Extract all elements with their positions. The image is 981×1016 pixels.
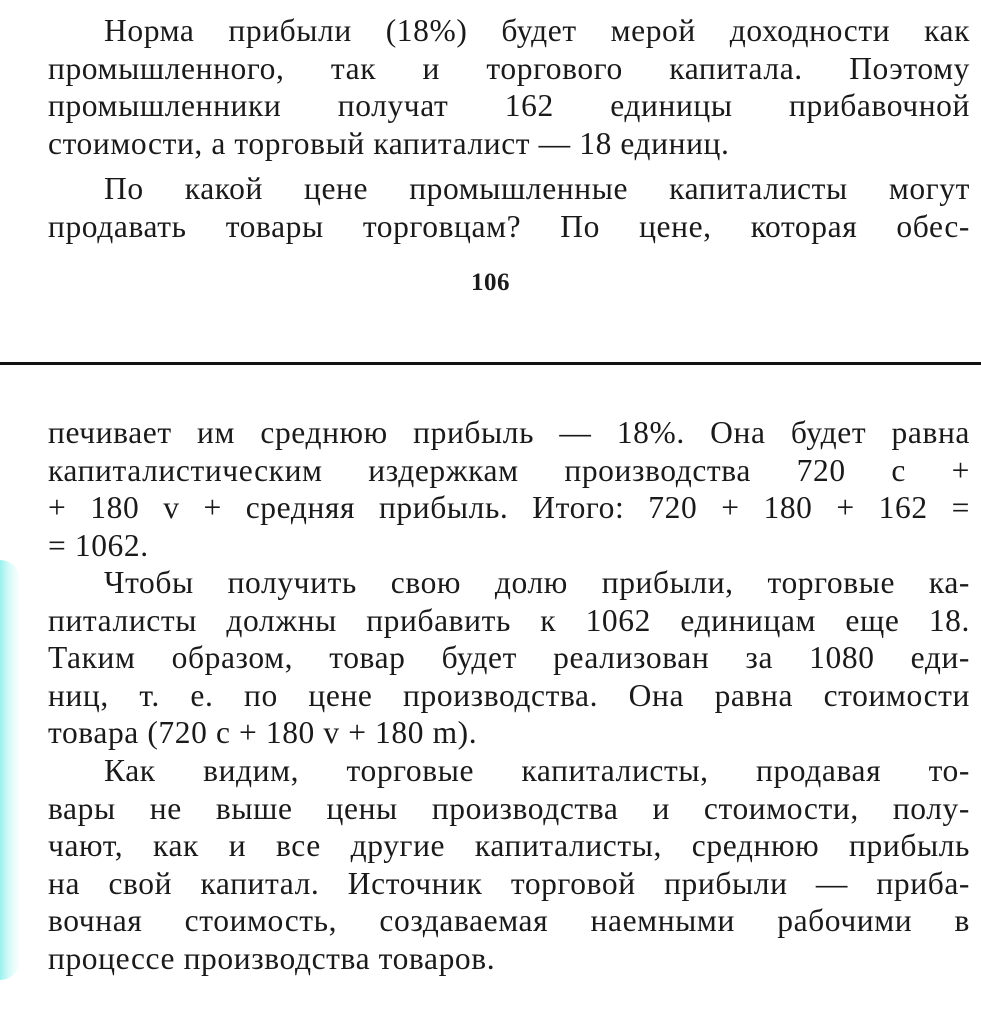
screen-edge-glow (0, 560, 20, 980)
bottom-paragraph-2 (48, 564, 970, 752)
text-line: вары не выше цены производства и стоимости, полу- (48, 790, 970, 826)
text-line: Норма прибыли (18%) будет мерой доходности как (104, 13, 970, 48)
text-line: вочная стоимость, создаваемая наемными рабочими в (48, 903, 970, 939)
text-line: Таким образом, товар будет реализован за 1080 еди- (48, 640, 970, 676)
top-paragraph-1 (48, 12, 970, 162)
text-line: промышленники получат 162 единицы прибавочной (48, 88, 970, 124)
text-line: По какой цене промышленные капиталисты могут (104, 171, 970, 206)
text-line: процессе производства товаров. (48, 940, 496, 976)
text-line: питалисты должны прибавить к 1062 единицам еще 18. (48, 602, 970, 638)
text-line: стоимости, а торговый капиталист — 18 единиц. (48, 125, 730, 161)
page-number: 106 (471, 269, 510, 296)
text-line: Чтобы получить свою долю прибыли, торговые ка- (104, 565, 970, 600)
text-line: товара (720 c + 180 v + 180 m). (48, 715, 478, 751)
bottom-paragraph-3 (48, 752, 970, 978)
text-line: капиталистическим издержкам производства 720 c + (48, 452, 970, 488)
text-line: = 1062. (48, 527, 149, 563)
text-line: продавать товары торговцам? По цене, которая обес- (48, 208, 970, 244)
page-bottom (0, 366, 981, 1016)
text-line: чают, как и все другие капиталисты, среднюю прибыль (48, 828, 970, 864)
text-line: + 180 v + средняя прибыль. Итого: 720 + 180 + 162 = (48, 490, 970, 526)
page-divider (0, 362, 981, 365)
top-paragraph-2 (48, 170, 970, 245)
text-line: ниц, т. е. по цене производства. Она равна стоимости (48, 677, 970, 713)
text-line: промышленного, так и торгового капитала. Поэтому (48, 50, 970, 86)
bottom-paragraph-1 (48, 414, 970, 564)
text-line: печивает им среднюю прибыль — 18%. Она будет равна (48, 415, 970, 450)
page-top (0, 0, 981, 364)
text-line: Как видим, торговые капиталисты, продавая то- (104, 753, 970, 788)
text-line: на свой капитал. Источник торговой прибыли — приба- (48, 865, 970, 901)
